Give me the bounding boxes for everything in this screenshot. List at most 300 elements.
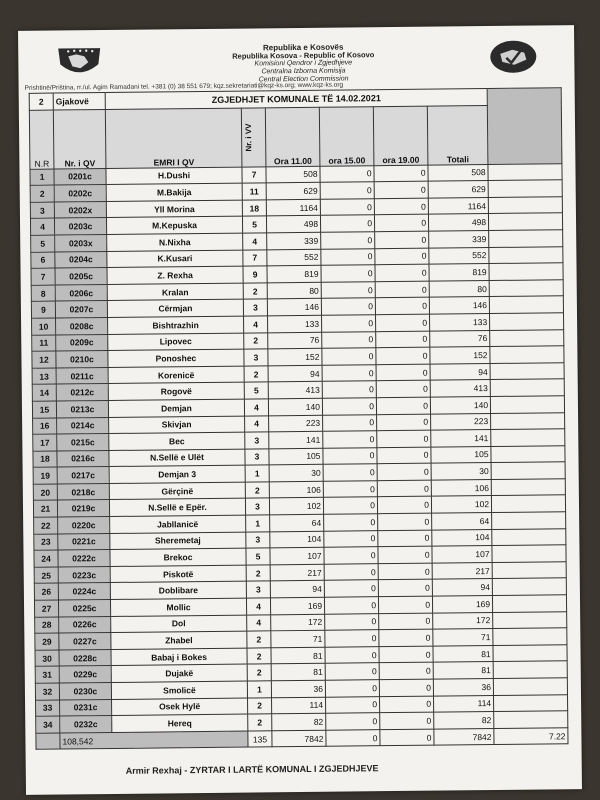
row-vv: 7	[242, 166, 266, 183]
row-code: 0221c	[58, 533, 110, 550]
row-vv: 2	[246, 565, 270, 582]
row-total: 498	[428, 214, 488, 231]
row-h19: 0	[378, 596, 432, 613]
row-pct	[490, 379, 564, 396]
row-vv: 3	[245, 449, 269, 466]
row-h15: 0	[322, 364, 376, 381]
row-h15: 0	[320, 198, 374, 215]
totals-vv: 135	[248, 731, 272, 748]
row-number: 32	[35, 683, 59, 700]
row-number: 28	[35, 617, 59, 634]
totals-h11: 7842	[272, 730, 326, 747]
row-vv: 9	[243, 266, 267, 283]
code-header: Nr. i QV	[53, 109, 106, 169]
row-vv: 4	[244, 399, 268, 416]
row-h19: 0	[378, 530, 432, 547]
letterhead-text	[138, 42, 468, 85]
row-number: 20	[33, 484, 57, 501]
row-name: Dujakë	[111, 664, 247, 682]
row-number: 5	[31, 235, 55, 252]
row-vv: 4	[246, 598, 270, 615]
row-code: 0209c	[56, 334, 108, 351]
row-total: 76	[430, 330, 490, 347]
totals-h19: 0	[380, 729, 434, 746]
header-line2: Republika Kosova - Republic of Kosovo	[232, 50, 375, 61]
row-number: 25	[34, 567, 58, 584]
row-total: 36	[433, 678, 493, 695]
row-h11: 104	[270, 531, 324, 548]
row-vv: 7	[243, 249, 267, 266]
row-h15: 0	[324, 597, 378, 614]
row-name: Doblibare	[110, 582, 246, 600]
row-name: H.Dushi	[106, 167, 242, 185]
row-name: M.Kepuska	[106, 216, 242, 234]
row-h11: 172	[271, 614, 325, 631]
row-vv: 3	[243, 299, 267, 316]
row-h19: 0	[377, 414, 431, 431]
row-pct	[490, 313, 564, 330]
row-pct	[490, 362, 564, 379]
row-name: Ponoshec	[108, 349, 244, 367]
row-total: 133	[430, 313, 490, 330]
row-h15: 0	[322, 398, 376, 415]
row-number: 18	[33, 451, 57, 468]
header-line3: Komisioni Qendror i Zgjedhjeve	[254, 59, 353, 68]
row-name: Yll Morina	[106, 200, 242, 218]
row-total: 146	[429, 297, 489, 314]
row-pct	[488, 197, 562, 214]
row-code: 0222c	[58, 550, 110, 567]
row-code: 0212c	[56, 384, 108, 401]
total-header: Totali	[427, 105, 488, 165]
row-h19: 0	[377, 497, 431, 514]
row-code: 0210c	[56, 351, 108, 368]
row-h19: 0	[375, 264, 429, 281]
row-total: 71	[433, 629, 493, 646]
header-line5: Central Election Commission	[258, 75, 349, 84]
row-h11: 36	[271, 680, 325, 697]
row-name: Hereq	[112, 714, 248, 732]
row-code: 0207c	[55, 301, 107, 318]
row-h19: 0	[379, 613, 433, 630]
row-total: 141	[431, 430, 491, 447]
nr-header: N.R	[29, 110, 54, 169]
row-number: 7	[31, 268, 55, 285]
row-h11: 114	[272, 697, 326, 714]
row-h19: 0	[375, 248, 429, 265]
row-vv: 5	[242, 216, 266, 233]
row-vv: 3	[244, 349, 268, 366]
row-pct	[491, 412, 565, 429]
table-title: ZGJEDHJET KOMUNALE TË 14.02.2021	[105, 89, 487, 110]
row-h19: 0	[376, 347, 430, 364]
row-h15: 0	[325, 663, 379, 680]
row-number: 24	[34, 550, 58, 567]
row-h11: 30	[269, 465, 323, 482]
row-code: 0228c	[59, 649, 111, 666]
header-line4: Centralna Izborna Komisija	[261, 67, 346, 76]
row-name: Rogovë	[108, 382, 244, 400]
row-h19: 0	[375, 281, 429, 298]
row-number: 26	[34, 583, 58, 600]
row-vv: 1	[246, 515, 270, 532]
row-h11: 552	[267, 249, 321, 266]
row-code: 0216c	[57, 450, 109, 467]
row-h19: 0	[377, 430, 431, 447]
row-name: Demjan	[108, 399, 244, 417]
row-code: 0214c	[57, 417, 109, 434]
municipality-number: 2	[29, 93, 53, 110]
row-pct	[492, 528, 566, 545]
row-code: 0224c	[58, 583, 110, 600]
row-name: N.Sellë e Ulët	[109, 449, 245, 467]
cec-logo-icon	[488, 37, 538, 76]
row-vv: 3	[246, 531, 270, 548]
row-h15: 0	[323, 414, 377, 431]
row-name: Bec	[109, 432, 245, 450]
row-number: 16	[33, 418, 57, 435]
row-h15: 0	[325, 646, 379, 663]
row-h19: 0	[378, 563, 432, 580]
h19-header: ora 19.00	[373, 106, 428, 166]
row-code: 0204c	[55, 251, 107, 268]
row-vv: 11	[242, 183, 266, 200]
row-h11: 102	[269, 498, 323, 515]
row-number: 1	[30, 169, 54, 186]
table-body	[30, 163, 568, 733]
row-h15: 0	[325, 613, 379, 630]
row-h15: 0	[323, 497, 377, 514]
row-number: 17	[33, 434, 57, 451]
row-number: 30	[35, 650, 59, 667]
row-h15: 0	[322, 315, 376, 332]
row-pct	[494, 694, 568, 711]
row-vv: 4	[243, 233, 267, 250]
row-h15: 0	[323, 431, 377, 448]
row-code: 0226c	[59, 616, 111, 633]
row-number: 33	[36, 700, 60, 717]
row-total: 413	[430, 380, 490, 397]
row-code: 0223c	[58, 566, 110, 583]
row-number: 23	[34, 534, 58, 551]
row-h11: 106	[269, 481, 323, 498]
row-h15: 0	[323, 481, 377, 498]
row-h15: 0	[321, 265, 375, 282]
row-pct	[489, 296, 563, 313]
row-total: 64	[432, 513, 492, 530]
header-line1: Republika e Kosovës	[262, 42, 344, 53]
row-number: 6	[31, 252, 55, 269]
row-total: 552	[429, 247, 489, 264]
row-pct	[491, 445, 565, 462]
row-vv: 2	[245, 482, 269, 499]
row-h11: 107	[270, 548, 324, 565]
row-h19: 0	[380, 696, 434, 713]
results-table	[29, 87, 569, 750]
row-number: 31	[35, 666, 59, 683]
row-total: 105	[431, 446, 491, 463]
pct-header-top	[487, 88, 562, 164]
totals-total: 7842	[434, 728, 494, 745]
row-h11: 169	[270, 597, 324, 614]
row-total: 81	[433, 662, 493, 679]
document-page	[18, 25, 582, 795]
row-code: 0202c	[54, 185, 106, 202]
row-h15: 0	[320, 165, 374, 182]
row-code: 0213c	[56, 400, 108, 417]
row-number: 2	[30, 185, 54, 202]
row-name: Demjan 3	[109, 465, 245, 483]
row-h11: 141	[269, 431, 323, 448]
row-h19: 0	[380, 712, 434, 729]
row-h11: 819	[267, 265, 321, 282]
row-pct	[492, 578, 566, 595]
row-pct	[489, 279, 563, 296]
row-vv: 2	[244, 332, 268, 349]
row-h15: 0	[322, 331, 376, 348]
row-code: 0211c	[56, 367, 108, 384]
row-code: 0205c	[55, 268, 107, 285]
row-h19: 0	[377, 480, 431, 497]
row-h15: 0	[321, 281, 375, 298]
row-h15: 0	[324, 564, 378, 581]
row-pct	[491, 495, 565, 512]
row-h11: 146	[267, 299, 321, 316]
row-pct	[492, 545, 566, 562]
kosovo-emblem-icon	[54, 42, 104, 81]
row-name: Kralan	[107, 283, 243, 301]
table-header-row	[29, 104, 562, 169]
row-pct	[489, 213, 563, 230]
totals-blank	[36, 733, 60, 750]
row-vv: 5	[246, 548, 270, 565]
row-total: 223	[431, 413, 491, 430]
row-total: 629	[428, 181, 488, 198]
row-h11: 80	[267, 282, 321, 299]
row-h15: 0	[324, 530, 378, 547]
row-name: Korenicë	[108, 366, 244, 384]
row-h11: 94	[268, 365, 322, 382]
h11-header: Ora 11.00	[265, 107, 320, 167]
row-name: Sheremetaj	[110, 532, 246, 550]
row-h19: 0	[374, 215, 428, 232]
row-number: 22	[34, 517, 58, 534]
row-h19: 0	[375, 297, 429, 314]
row-h19: 0	[376, 331, 430, 348]
vv-header-label: Nr. i VV	[243, 123, 254, 152]
row-vv: 2	[248, 697, 272, 714]
row-number: 14	[32, 384, 56, 401]
row-total: 80	[429, 280, 489, 297]
row-vv: 2	[248, 714, 272, 731]
row-number: 9	[31, 301, 55, 318]
row-code: 0202x	[54, 201, 106, 218]
row-h11: 223	[269, 415, 323, 432]
row-h15: 0	[325, 630, 379, 647]
row-pct	[493, 678, 567, 695]
row-pct	[492, 562, 566, 579]
row-total: 339	[429, 230, 489, 247]
row-h19: 0	[378, 546, 432, 563]
row-vv: 3	[245, 432, 269, 449]
row-h11: 82	[272, 713, 326, 730]
row-number: 12	[32, 351, 56, 368]
row-vv: 4	[247, 614, 271, 631]
row-h15: 0	[324, 580, 378, 597]
row-pct	[493, 628, 567, 645]
row-pct	[491, 462, 565, 479]
row-name: N.Sellë e Epër.	[109, 499, 245, 517]
h15-header: ora 15.00	[319, 106, 374, 166]
row-h11: 508	[266, 166, 320, 183]
row-name: K.Kusari	[107, 250, 243, 268]
row-name: Z. Rexha	[107, 266, 243, 284]
row-vv: 2	[247, 664, 271, 681]
row-h11: 629	[266, 182, 320, 199]
row-code: 0208c	[56, 317, 108, 334]
row-number: 34	[36, 716, 60, 733]
row-pct	[488, 180, 562, 197]
row-name: Gërçinë	[109, 482, 245, 500]
row-total: 172	[433, 612, 493, 629]
signature-line: Armir Rexhaj - ZYRTAR I LARTË KOMUNAL I ZGJEDHJEVE	[125, 763, 379, 776]
row-code: 0220c	[58, 517, 110, 534]
row-vv: 5	[244, 382, 268, 399]
row-pct	[490, 346, 564, 363]
row-pct	[489, 246, 563, 263]
row-code: 0203x	[55, 234, 107, 251]
row-vv: 1	[245, 465, 269, 482]
row-code: 0229c	[59, 666, 111, 683]
row-name: Cërmjan	[107, 299, 243, 317]
row-h19: 0	[374, 198, 428, 215]
row-h15: 0	[320, 215, 374, 232]
row-code: 0230c	[59, 682, 111, 699]
row-h19: 0	[379, 679, 433, 696]
row-name: Bishtrazhin	[108, 316, 244, 334]
row-h11: 498	[266, 216, 320, 233]
row-h19: 0	[377, 447, 431, 464]
totals-h15: 0	[326, 729, 380, 746]
row-pct	[494, 711, 568, 728]
row-vv: 2	[247, 648, 271, 665]
row-h11: 413	[268, 382, 322, 399]
row-h15: 0	[323, 464, 377, 481]
row-name: Skivjan	[109, 416, 245, 434]
row-h11: 64	[270, 514, 324, 531]
row-h15: 0	[321, 248, 375, 265]
row-h19: 0	[378, 513, 432, 530]
row-pct	[490, 396, 564, 413]
row-code: 0219c	[57, 500, 109, 517]
row-number: 10	[32, 318, 56, 335]
row-number: 19	[33, 467, 57, 484]
row-total: 94	[430, 363, 490, 380]
row-name: Babaj i Bokes	[111, 648, 247, 666]
row-h19: 0	[379, 629, 433, 646]
row-name: Mollic	[110, 598, 246, 616]
row-name: N.Nixha	[107, 233, 243, 251]
row-code: 0217c	[57, 467, 109, 484]
row-pct	[493, 661, 567, 678]
row-number: 21	[33, 501, 57, 518]
row-number: 29	[35, 633, 59, 650]
row-total: 140	[430, 396, 490, 413]
totals-pct: 7.22	[494, 727, 568, 744]
row-h11: 81	[271, 647, 325, 664]
row-vv: 2	[247, 631, 271, 648]
row-h15: 0	[323, 447, 377, 464]
row-h11: 71	[271, 630, 325, 647]
row-vv: 1	[247, 681, 271, 698]
municipality-name: Gjakovë	[53, 93, 105, 110]
row-total: 102	[431, 496, 491, 513]
row-number: 15	[32, 401, 56, 418]
row-vv: 3	[245, 498, 269, 515]
row-total: 114	[433, 695, 493, 712]
row-code: 0203c	[54, 218, 106, 235]
row-h11: 152	[268, 348, 322, 365]
row-code: 0227c	[59, 633, 111, 650]
header-address: Prishtinë/Priština, rr./ul. Agim Ramadani tel. +381 (0) 38 551 679; kqz.sekretariati@kqz-ks.org; www.kqz-ks.org	[24, 81, 344, 92]
row-name: Smolicë	[111, 681, 247, 699]
row-total: 81	[433, 645, 493, 662]
row-pct	[489, 263, 563, 280]
row-total: 819	[429, 264, 489, 281]
row-h19: 0	[375, 231, 429, 248]
row-h11: 105	[269, 448, 323, 465]
row-h11: 140	[268, 398, 322, 415]
row-code: 0232c	[60, 716, 112, 733]
row-code: 0206c	[55, 284, 107, 301]
row-h15: 0	[321, 298, 375, 315]
row-code: 0201c	[54, 168, 106, 185]
row-pct	[493, 611, 567, 628]
row-h19: 0	[379, 646, 433, 663]
row-h19: 0	[376, 380, 430, 397]
row-pct	[489, 230, 563, 247]
row-h11: 133	[268, 315, 322, 332]
row-pct	[490, 329, 564, 346]
row-number: 13	[32, 368, 56, 385]
row-name: Jabllanicë	[110, 515, 246, 533]
row-vv: 2	[244, 366, 268, 383]
letterhead	[18, 25, 575, 91]
row-name: Brekoc	[110, 548, 246, 566]
row-total: 152	[430, 347, 490, 364]
row-name: Zhabel	[111, 631, 247, 649]
row-h19: 0	[376, 397, 430, 414]
row-h19: 0	[377, 463, 431, 480]
row-h15: 0	[322, 381, 376, 398]
row-code: 0215c	[57, 434, 109, 451]
row-pct	[493, 595, 567, 612]
row-h15: 0	[324, 547, 378, 564]
row-name: Osek Hylë	[112, 698, 248, 716]
row-total: 94	[432, 579, 492, 596]
row-number: 8	[31, 285, 55, 302]
row-code: 0218c	[57, 483, 109, 500]
row-h11: 81	[271, 664, 325, 681]
row-vv: 2	[243, 283, 267, 300]
row-pct	[488, 163, 562, 180]
row-h19: 0	[376, 314, 430, 331]
row-number: 11	[32, 335, 56, 352]
row-name: Dol	[111, 615, 247, 633]
row-total: 30	[431, 463, 491, 480]
row-number: 4	[30, 218, 54, 235]
row-pct	[491, 479, 565, 496]
